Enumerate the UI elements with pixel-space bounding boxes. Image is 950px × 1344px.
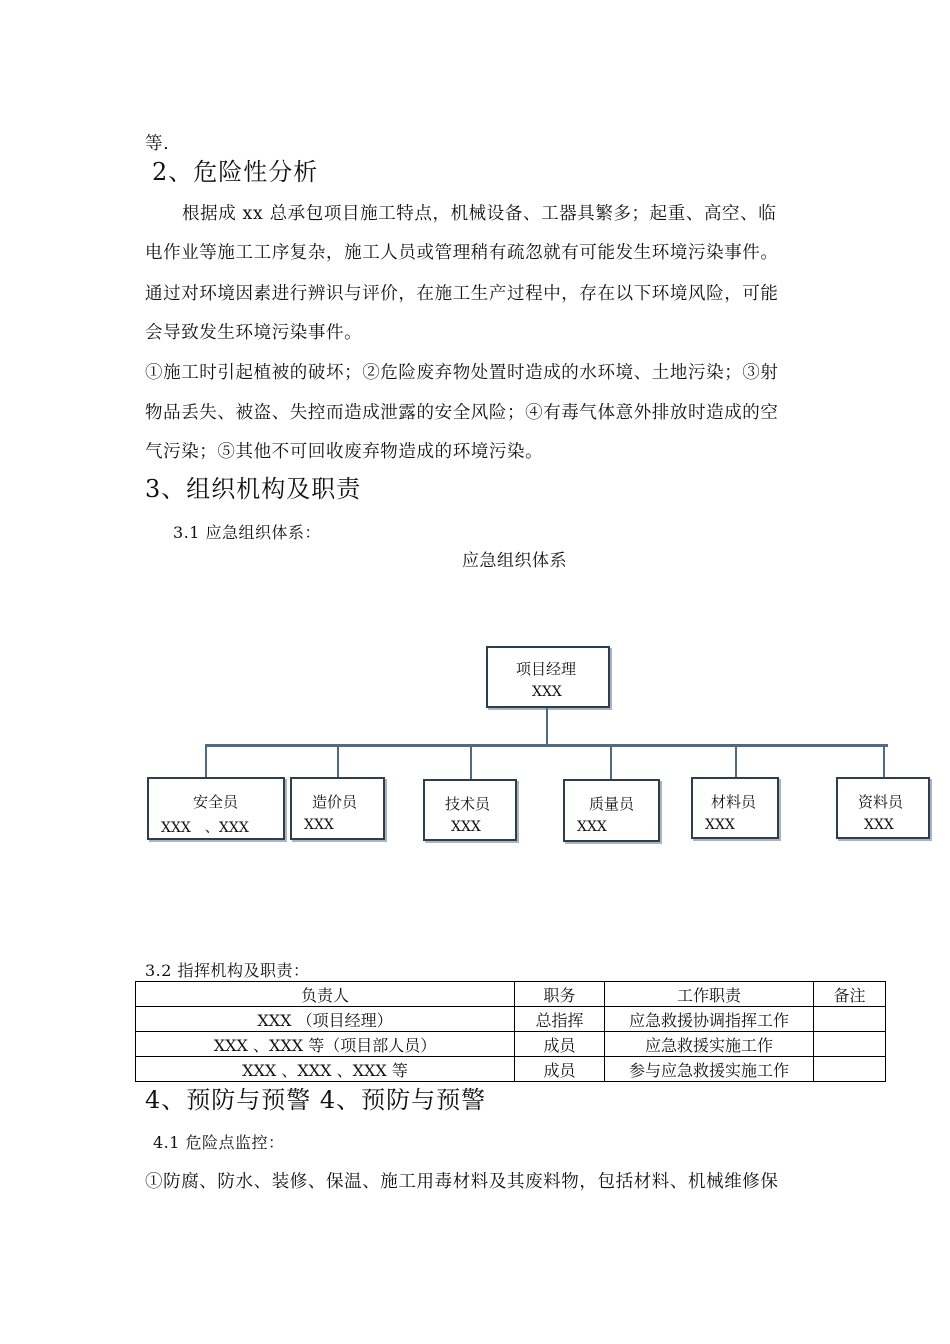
table-cell: 应急救援协调指挥工作 <box>605 1007 814 1032</box>
subsection-heading-4-1: 4.1 危险点监控： <box>153 1133 285 1152</box>
subsection-heading-3-1: 3.1 应急组织体系： <box>173 523 322 542</box>
org-node-title: 项目经理 <box>516 660 577 678</box>
text-line-continuation: 等. <box>145 134 170 154</box>
paragraph-line: 通过对环境因素进行辨识与评价，在施工生产过程中，存在以下环境风险，可能 <box>145 284 779 304</box>
connector-line <box>205 744 888 747</box>
table-cell <box>814 1007 886 1032</box>
section-heading-risk-analysis: 2、危险性分析 <box>152 158 319 186</box>
paragraph-line: 根据成 xx 总承包项目施工特点，机械设备、工器具繁多；起重、高空、临 <box>182 204 777 224</box>
table-header-cell: 职务 <box>515 982 605 1007</box>
org-node-name: XXX <box>532 684 562 700</box>
org-node-name: XXX 、XXX <box>161 820 249 836</box>
paragraph-line: ①防腐、防水、装修、保温、施工用毒材料及其废料物，包括材料、机械维修保 <box>145 1172 779 1192</box>
org-node-name: XXX <box>577 819 607 835</box>
table-cell: XXX 、XXX 等（项目部人员） <box>136 1032 515 1057</box>
table-cell: 应急救援实施工作 <box>605 1032 814 1057</box>
org-node-tech <box>423 779 517 841</box>
org-node-name: XXX <box>304 817 334 833</box>
org-node-materials <box>691 777 779 839</box>
org-node-title: 造价员 <box>312 793 358 811</box>
table-row <box>136 1007 886 1032</box>
org-node-documents <box>836 777 930 839</box>
org-chart-title: 应急组织体系 <box>462 551 567 571</box>
org-node-name: XXX <box>451 819 481 835</box>
table-cell: XXX （项目经理） <box>136 1007 515 1032</box>
org-node-name: XXX <box>705 817 735 833</box>
subsection-heading-3-2: 3.2 指挥机构及职责： <box>145 961 310 980</box>
connector-line <box>610 744 612 780</box>
paragraph-line: 气污染；⑤其他不可回收废弃物造成的环境污染。 <box>145 442 544 462</box>
connector-line <box>735 744 737 778</box>
table-cell: XXX 、XXX 、XXX 等 <box>136 1057 515 1082</box>
paragraph-line: ①施工时引起植被的破坏；②危险废弃物处置时造成的水环境、土地污染；③射 <box>145 363 779 383</box>
table-cell <box>814 1057 886 1082</box>
responsibility-table <box>135 981 886 1082</box>
table-cell: 参与应急救援实施工作 <box>605 1057 814 1082</box>
table-header-cell: 负责人 <box>136 982 515 1007</box>
connector-line <box>205 744 207 778</box>
section-heading-prevention: 4、预防与预警 4、预防与预警 <box>145 1086 487 1114</box>
table-row <box>136 1057 886 1082</box>
paragraph-line: 会导致发生环境污染事件。 <box>145 323 363 343</box>
connector-line <box>546 708 548 746</box>
paragraph-line: 物品丢失、被盗、失控而造成泄露的安全风险；④有毒气体意外排放时造成的空 <box>145 403 779 423</box>
org-node-title: 技术员 <box>445 795 491 813</box>
org-node-quality <box>563 779 660 842</box>
org-node-title: 资料员 <box>858 793 904 811</box>
org-node-manager <box>486 646 610 708</box>
org-node-name: XXX <box>864 817 894 833</box>
table-cell: 成员 <box>515 1057 605 1082</box>
connector-line <box>470 744 472 780</box>
section-heading-organization: 3、组织机构及职责 <box>145 475 362 503</box>
table-header-cell: 备注 <box>814 982 886 1007</box>
org-node-safety <box>147 777 285 840</box>
org-node-title: 质量员 <box>589 795 635 813</box>
table-header-row <box>136 982 886 1007</box>
table-cell: 成员 <box>515 1032 605 1057</box>
table-cell <box>814 1032 886 1057</box>
org-node-title: 材料员 <box>711 793 757 811</box>
table-header-cell: 工作职责 <box>605 982 814 1007</box>
paragraph-line: 电作业等施工工序复杂，施工人员或管理稍有疏忽就有可能发生环境污染事件。 <box>145 243 779 263</box>
org-node-cost <box>290 777 385 840</box>
connector-line <box>883 744 885 778</box>
table-row <box>136 1032 886 1057</box>
org-node-title: 安全员 <box>193 793 239 811</box>
table-cell: 总指挥 <box>515 1007 605 1032</box>
connector-line <box>337 744 339 778</box>
